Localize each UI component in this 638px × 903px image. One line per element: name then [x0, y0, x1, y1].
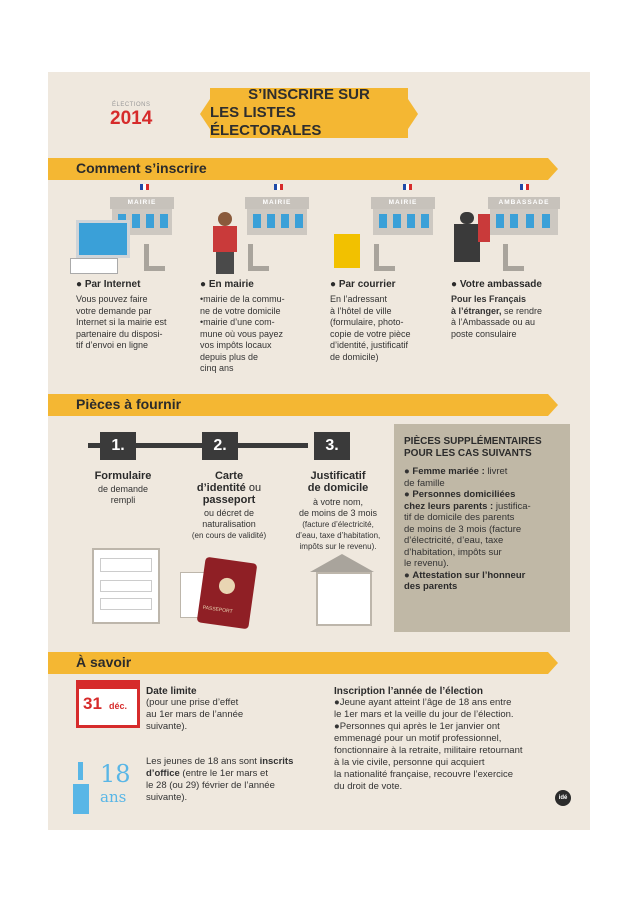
- step-number-2: 2.: [202, 432, 238, 460]
- ambassade-building-icon: AMBASSADE: [488, 197, 560, 235]
- piece-domicile: Justificatif de domicile à votre nom, de moins de 3 mois (facture d’électricité, d’eau, taxe d’habitation, impôts sur le revenu).: [295, 470, 381, 551]
- age-number: 18: [100, 760, 131, 788]
- piece-identite: Carte d’identité ou passeport ou décret de naturalisation (en cours de validité): [191, 470, 267, 540]
- method-title-ambassade: ● Votre ambassade: [451, 279, 542, 290]
- step-number-3: 3.: [314, 432, 350, 460]
- pieces-supplementaires-box: PIÈCES SUPPLÉMENTAIRES POUR LES CAS SUIVANTS ● Femme mariée : livret de famille ● Personnes domiciliées chez leurs parents : justifica- tif de domicile des parents de moins de 3 mois (facture d’électricité, d’eau, taxe d’habitation, impôts sur le revenu). ● Attestation sur l’honneur des parents: [394, 424, 570, 632]
- calendar-icon: 31 déc.: [76, 686, 140, 728]
- poster: [48, 72, 590, 830]
- method-body-ambassade: Pour les Français à l’étranger, se rendre à l’Ambassade ou au poste consulaire: [451, 294, 543, 339]
- ide-logo: idé: [555, 790, 571, 806]
- french-flag-icon: [403, 184, 412, 190]
- title-line-1: S’INSCRIRE SUR: [248, 86, 370, 103]
- cake-icon: [73, 784, 89, 814]
- arrow-icon: [503, 244, 524, 271]
- method-body-courrier: En l’adressant à l’hôtel de ville (formulaire, photo- copie de votre pièce d’identité, justificatif de domicile): [330, 294, 411, 362]
- section-title-pieces: Pièces à fournir: [76, 396, 182, 412]
- traveler-scarf-icon: [478, 214, 490, 242]
- section-bar-pieces: [48, 394, 548, 416]
- house-roof-icon: [310, 554, 374, 572]
- method-body-mairie: •mairie de la commu- ne de votre domicile •mairie d’une com- mune où vous payez vos impôts locaux depuis plus de cinq ans: [200, 294, 285, 373]
- mairie-building-icon: MAIRIE: [110, 197, 174, 235]
- mairie-building-icon: MAIRIE: [245, 197, 309, 235]
- section-bar-savoir: [48, 652, 548, 674]
- section-title-inscrire: Comment s’inscrire: [76, 160, 207, 176]
- step-number-1: 1.: [100, 432, 136, 460]
- form-document-icon: [92, 548, 160, 624]
- mailbox-icon: [334, 234, 360, 268]
- title-banner: [200, 88, 418, 138]
- french-flag-icon: [520, 184, 529, 190]
- french-flag-icon: [140, 184, 149, 190]
- age-unit: ans: [100, 788, 127, 806]
- person-legs-icon: [216, 252, 234, 274]
- person-head-icon: [218, 212, 232, 226]
- french-flag-icon: [274, 184, 283, 190]
- piece-formulaire: Formulaire de demande rempli: [94, 470, 152, 505]
- arrow-icon: [374, 244, 395, 271]
- traveler-head-icon: [460, 212, 474, 224]
- section-title-savoir: À savoir: [76, 654, 132, 670]
- elections-logo-year: 2014: [110, 108, 153, 129]
- inscription-election-block: Inscription l’année de l’élection ●Jeune ayant atteint l’âge de 18 ans entre le 1er mars et la veille du jour de l’élection. ●Personnes qui après le 1er janvier ont emmenagé pour un motif professionnel, fonctionnaire à la retraite, militaire retournant à la vie civile, personne qui acquiert la nationalité française, recouvre l’exercice du droit de vote.: [334, 686, 523, 792]
- arrow-icon: [248, 244, 269, 271]
- date-limite-block: Date limite (pour une prise d’effet au 1er mars de l’année suivante).: [146, 686, 244, 732]
- title-line-2: LES LISTES ÉLECTORALES: [210, 104, 322, 139]
- jeunes-block: Les jeunes de 18 ans sont inscrits d’office (entre le 1er mars et le 28 (ou 29) février de l’année suivante).: [146, 756, 294, 803]
- method-title-courrier: ● Par courrier: [330, 279, 396, 290]
- method-title-mairie: ● En mairie: [200, 279, 254, 290]
- arrow-icon: [144, 244, 165, 271]
- computer-icon: [76, 220, 130, 258]
- traveler-body-icon: [454, 224, 480, 262]
- section-bar-inscrire: [48, 158, 548, 180]
- keyboard-icon: [70, 258, 118, 274]
- passport-icon: PASSEPORT: [197, 557, 258, 630]
- method-title-internet: ● Par Internet: [76, 279, 141, 290]
- house-document-icon: [316, 572, 372, 626]
- method-body-internet: Vous pouvez faire votre demande par Internet si la mairie est partenaire du disposi- tif d’envoi en ligne: [76, 294, 167, 350]
- mairie-building-icon: MAIRIE: [371, 197, 435, 235]
- candle-icon: [78, 762, 83, 780]
- person-body-icon: [213, 226, 237, 252]
- elections-logo-caption: ÉLECTIONS: [112, 102, 151, 108]
